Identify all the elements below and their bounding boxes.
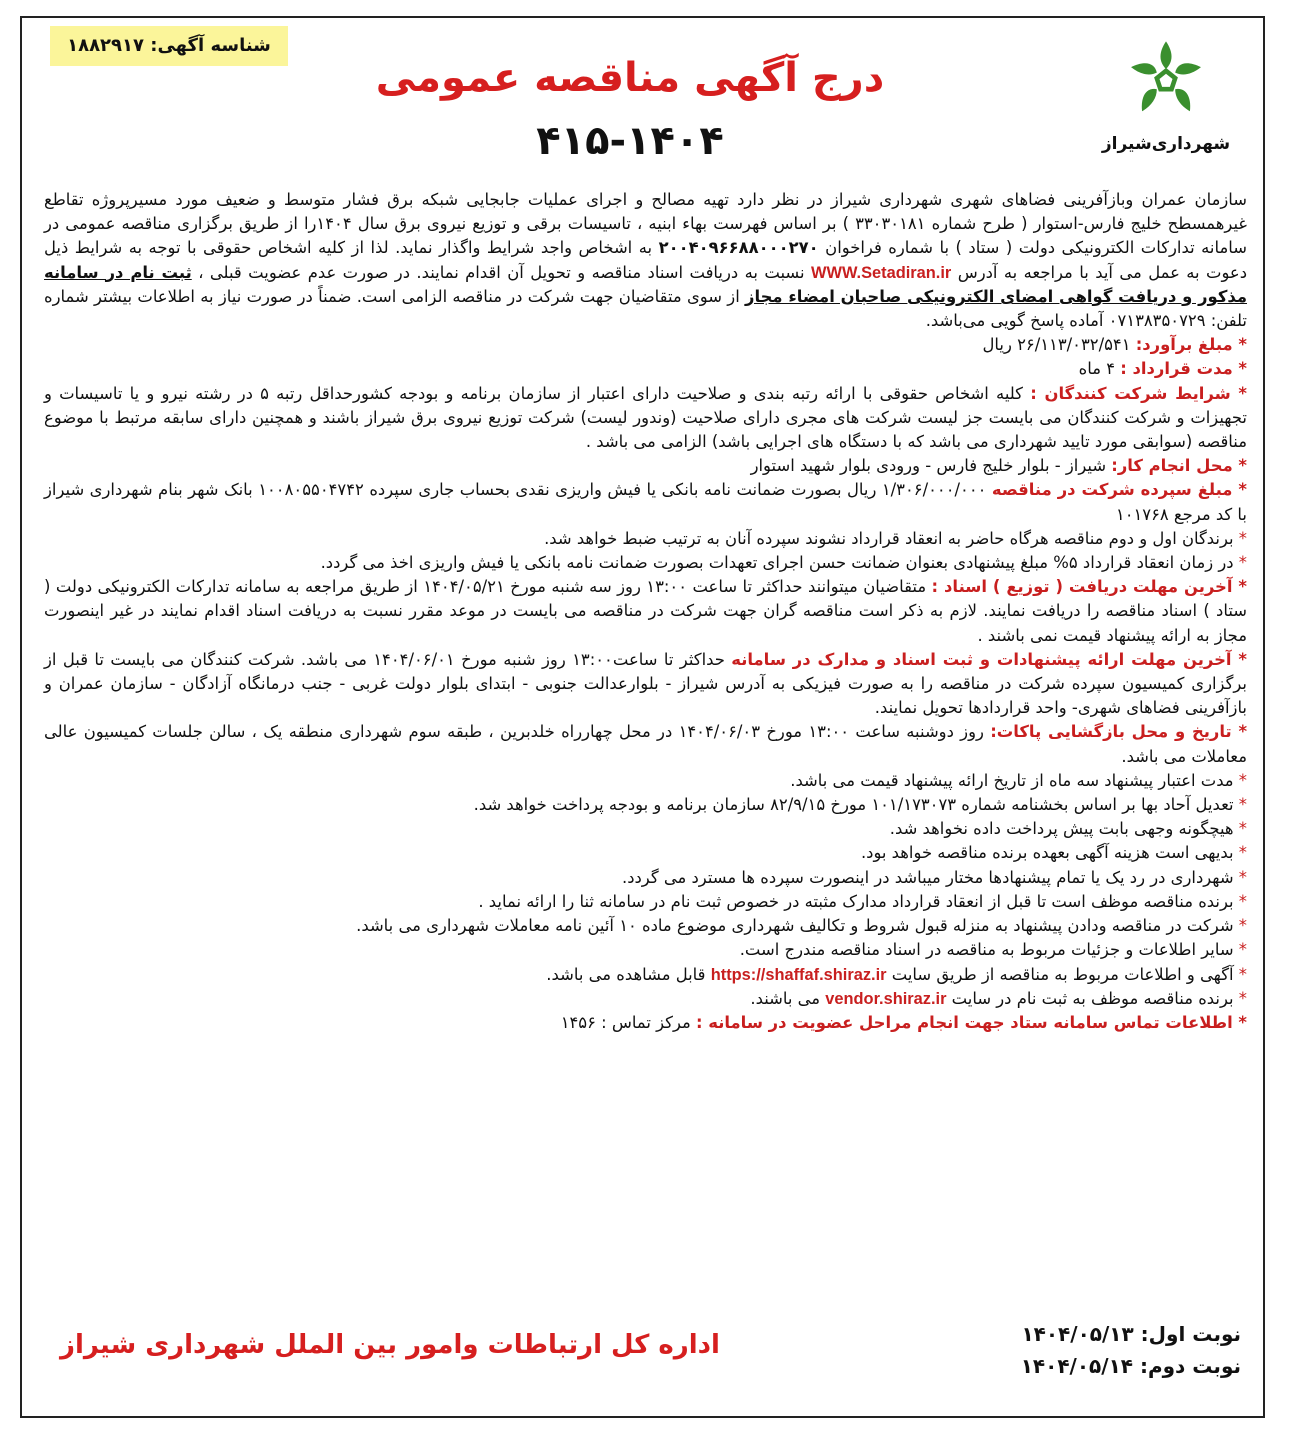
publication-dates <box>1021 1318 1241 1382</box>
deposit-item: * مبلغ سپرده شرکت در مناقصه ۱/۳۰۶/۰۰۰/۰۰۰ ریال بصورت ضمانت نامه بانکی یا فیش واریزی نقدی بحساب جاری سپرده ۱۰۰۸۰۵۵۰۴۷۴۲ بانک شهر بنام شهرداری شیراز با کد مرجع ۱۰۱۷۶۸ <box>44 480 1247 524</box>
adjustment-note: * تعدیل آحاد بها بر اساس بخشنامه شماره ۱۰۱/۱۷۳۰۷۳ مورخ ۸۲/۹/۱۵ سازمان برنامه و بودجه پرداخت خواهد شد. <box>473 795 1247 815</box>
first-date: نوبت اول: ۱۴۰۴/۰۵/۱۳ <box>1021 1322 1241 1346</box>
receive-item: * آخرین مهلت دریافت ( توزیع ) اسناد : متقاضیان میتوانند حداکثر تا ساعت ۱۳:۰۰ روز سه شنبه مورخ ۱۴۰۴/۰۵/۲۱ از طریق مراجعه به سامانه تدارکات الکترونیکی دولت ( ستاد ) اسناد مناقصه را دریافت نمایند. لازم به ذکر است مناقصه گران جهت شرکت در مناقصه می بایست در موعد مقرر نسبت به دریافت اسناد اقدام نمایند در غیر اینصورت مجاز به ارائه پیشنهاد قیمت نمی باشند . <box>44 577 1247 645</box>
vendor-link[interactable]: vendor.shiraz.ir <box>825 989 947 1008</box>
vendor-note: * برنده مناقصه موظف به ثبت نام در سایت vendor.shiraz.ir می باشند. <box>750 988 1247 1008</box>
opening-item: * تاریخ و محل بازگشایی پاکات: روز دوشنبه ساعت ۱۳:۰۰ مورخ ۱۴۰۴/۰۶/۰۳ در محل چهارراه خلدبرین ، طبقه سوم شهرداری منطقه یک ، سالن جلسات کمیسیون عالی معاملات می باشد. <box>44 722 1248 766</box>
intro-paragraph: سازمان عمران وبازآفرینی فضاهای شهری شهرداری شیراز در نظر دارد تهیه مصالح و اجرای عملیات جابجایی شبکه برق فشار متوسط و ضعیف مورد مسیرپروژه تقاطع غیرهمسطح خلیج فارس-استوار ( طرح شماره ۳۳۰۳۰۱۸۱ ) بر اساس فهرست بهاء ابنیه ، تاسیسات برقی و توزیع نیروی برق سال ۱۴۰۴را از طریق برگزاری مناقصه عمومی در سامانه تدارکات الکترونیکی دولت ( ستاد ) با شماره فراخوان ۲۰۰۴۰۹۶۶۸۸۰۰۰۲۷۰ به اشخاص واجد شرایط واگذار نماید. لذا از کلیه اشخاص حقوقی با توجه به شرایط ذیل دعوت به عمل می آید با مراجعه به آدرس WWW.Setadiran.ir نسبت به دریافت اسناد مناقصه و تحویل آن اقدام نمایند. در صورت عدم عضویت قبلی ، ثبت نام در سامانه مذکور و دریافت گواهی امضای الکترونیکی صاحبان امضاء مجاز از سوی متقاضیان جهت شرکت در مناقصه الزامی است. ضمناً در صورت نیاز به اطلاعات بیشتر شماره تلفن: ۰۷۱۳۸۳۵۰۷۲۹ آماده پاسخ گویی می‌باشد. <box>44 190 1248 331</box>
contact-item: * اطلاعات تماس سامانه ستاد جهت انجام مراحل عضویت در سامانه : مرکز تماس : ۱۴۵۶ <box>560 1012 1247 1032</box>
shiraz-logo-icon <box>1120 34 1212 126</box>
validity-note: * مدت اعتبار پیشنهاد سه ماه از تاریخ ارائه پیشنهاد قیمت می باشد. <box>790 770 1247 790</box>
submit-item: * آخرین مهلت ارائه پیشنهادات و ثبت اسناد و مدارک در سامانه حداکثر تا ساعت۱۳:۰۰ روز شنبه مورخ ۱۴۰۴/۰۶/۰۱ می باشد. شرکت کنندگان می بایست تا قبل از برگزاری کمیسیون سپرده شرکت در مناقصه را به صورت فیزیکی به آدرس شیراز - بلوارعدالت جنوبی - ابتدای بلوار دولت غربی - جنب درمانگاه آزادگان - سازمان عمران و بازآفرینی فضاهای شهری- واحد قراردادها تحویل نمایند. <box>44 649 1247 718</box>
reject-note: * شهرداری در رد یک یا تمام پیشنهادها مختار میباشد در اینصورت سپرده ها مسترد می گردد. <box>621 867 1247 887</box>
conditions-item: * شرایط شرکت کنندگان : کلیه اشخاص حقوقی با ارائه رتبه بندی و صلاحیت دارای اعتبار از سازمان برنامه و بودجه کشورحداقل رتبه ۵ در رشته نیرو و یا تاسیسات و تجهیزات و شرکت کنندگان می بایست جز لیست شرکت های مجری دارای صلاحیت (وندور لیست) شرکت توزیع نیروی برق شیراز باشند و همچنین دارای سابقه مرتبط با موضوع مناقصه (سوابقی مورد تایید شهرداری می باشد که با دستگاه های اجرایی باشد) الزامی می باشد . <box>44 383 1247 452</box>
ad-cost-note: * بدیهی است هزینه آگهی بعهده برنده مناقصه خواهد بود. <box>860 843 1247 863</box>
ad-title: درج آگهی مناقصه عمومی <box>375 55 885 101</box>
estimate-item: * مبلغ برآورد: ۲۶/۱۱۳/۰۳۲/۵۴۱ ریال <box>982 335 1247 355</box>
guarantee-note: * در زمان انعقاد قرارداد ۵% مبلغ پیشنهادی بعنوان ضمانت حسن اجرای تعهدات بصورت ضمانت نامه بانکی یا فیش واریزی اخذ می گردد. <box>320 553 1247 573</box>
shaffaf-note: * آگهی و اطلاعات مربوط به مناقصه از طریق سایت https://shaffaf.shiraz.ir قابل مشاهده می باشد. <box>546 964 1247 984</box>
municipality-logo <box>1091 34 1241 154</box>
no-prepay-note: * هیچگونه وجهی بابت پیش پرداخت داده نخواهد شد. <box>889 819 1247 839</box>
call-number: ۲۰۰۴۰۹۶۶۸۸۰۰۰۲۷۰ <box>658 238 819 258</box>
duration-item: * مدت قرارداد : ۴ ماه <box>1078 359 1247 379</box>
signature: اداره کل ارتباطات وامور بین الملل شهرداری شیراز <box>60 1330 720 1360</box>
setadiran-link[interactable]: WWW.Setadiran.ir <box>811 263 952 282</box>
logo-text: شهرداری‌شیراز <box>1101 134 1231 154</box>
acceptance-note: * شرکت در مناقصه ودادن پیشنهاد به منزله قبول شروط و تکالیف شهرداری موضوع ماده ۱۰ آئین نامه معاملات شهرداری می باشد. <box>356 916 1247 936</box>
registration-note: ثبت نام در سامانه مذکور و دریافت گواهی امضای الکترونیکی صاحبان امضاء مجاز <box>44 262 1247 306</box>
tender-number: ۴۱۵-۱۴۰۴ <box>536 118 724 164</box>
shaffaf-link[interactable]: https://shaffaf.shiraz.ir <box>710 965 887 984</box>
location-item: * محل انجام کار: شیراز - بلوار خلیج فارس - ورودی بلوار شهید استوار <box>750 456 1247 476</box>
second-date: نوبت دوم: ۱۴۰۴/۰۵/۱۴ <box>1020 1354 1241 1378</box>
winners-note: * برندگان اول و دوم مناقصه هرگاه حاضر به انعقاد قرارداد نشوند سپرده آنان به ترتیب ضبط خواهد شد. <box>544 528 1247 548</box>
ad-body <box>44 188 1247 1035</box>
winner-docs-note: * برنده مناقصه موظف است تا قبل از انعقاد قرارداد مدارک مثبته در خصوص ثبت نام در سامانه ثنا را ارائه نماید . <box>478 891 1247 911</box>
other-info-note: * سایر اطلاعات و جزئیات مربوط به مناقصه در اسناد مناقصه مندرج است. <box>739 940 1247 960</box>
ad-id-badge: شناسه آگهی: ۱۸۸۲۹۱۷ <box>50 26 288 66</box>
